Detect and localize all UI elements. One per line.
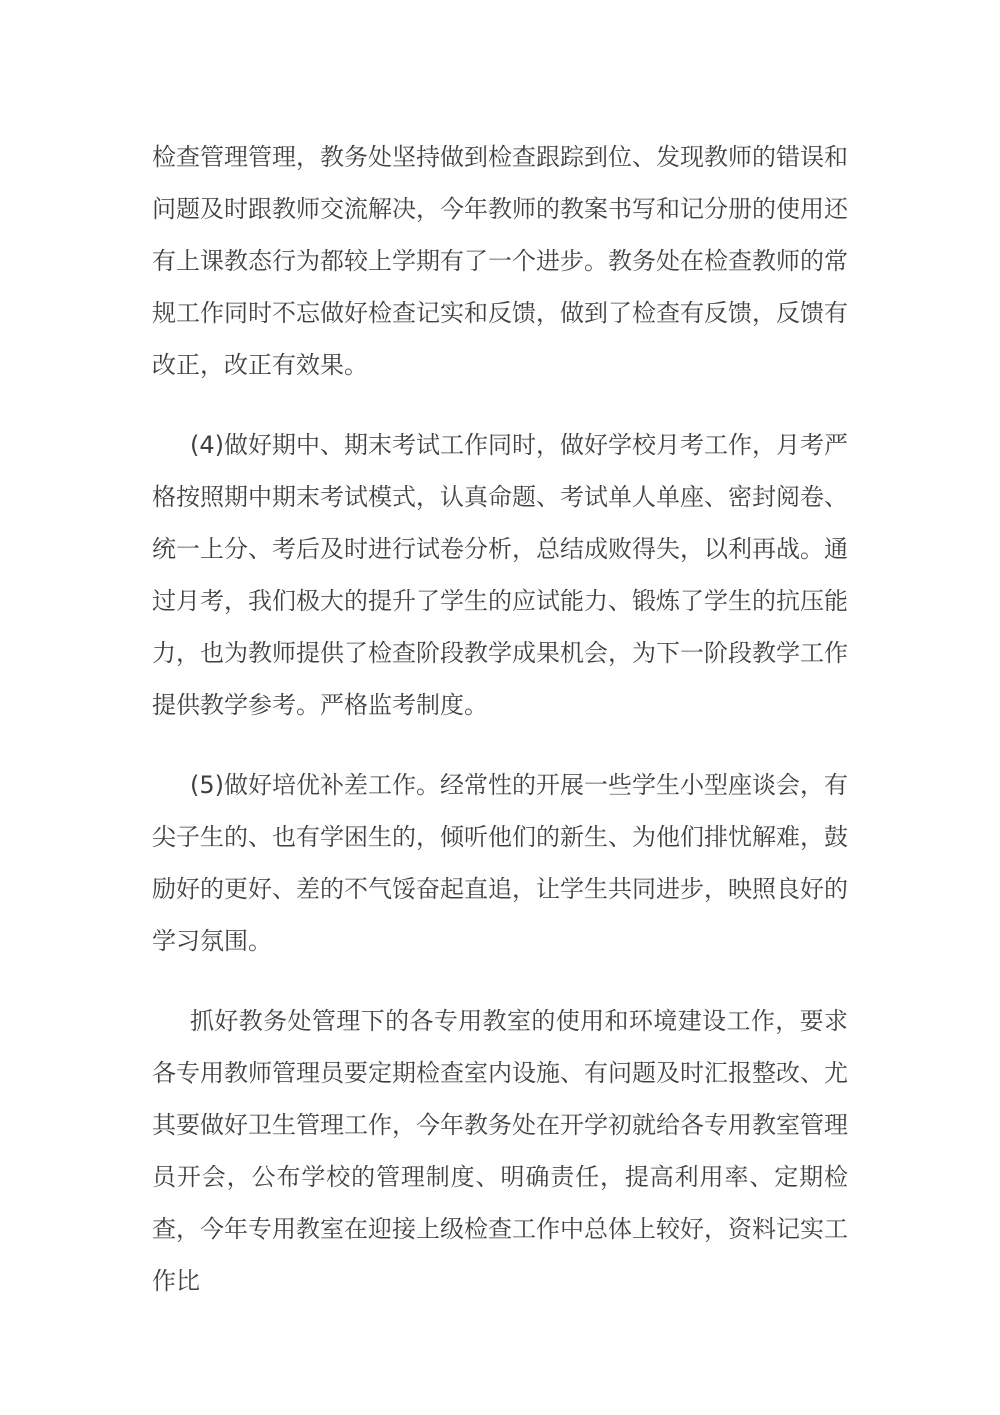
paragraph: (4)做好期中、期末考试工作同时，做好学校月考工作，月考严格按照期中期末考试模式，认真命题、考试单人单座、密封阅卷、统一上分、考后及时进行试卷分析，总结成败得失，以利再战。通过月考，我们极大的提升了学生的应试能力、锻炼了学生的抗压能力，也为教师提供了检查阶段教学成果机会，为下一阶段教学工作提供教学参考。严格监考制度。	[152, 431, 848, 719]
document-body	[152, 131, 848, 1307]
paragraph: 检查管理管理，教务处坚持做到检查跟踪到位、发现教师的错误和问题及时跟教师交流解决，今年教师的教案书写和记分册的使用还有上课教态行为都较上学期有了一个进步。教务处在检查教师的常规工作同时不忘做好检查记实和反馈，做到了检查有反馈，反馈有改正，改正有效果。	[152, 143, 848, 379]
paragraph: 抓好教务处管理下的各专用教室的使用和环境建设工作，要求各专用教师管理员要定期检查室内设施、有问题及时汇报整改、尤其要做好卫生管理工作，今年教务处在开学初就给各专用教室管理员开会，公布学校的管理制度、明确责任，提高利用率、定期检查，今年专用教室在迎接上级检查工作中总体上较好，资料记实工作比	[152, 1007, 848, 1295]
paragraph: (5)做好培优补差工作。经常性的开展一些学生小型座谈会，有尖子生的、也有学困生的，倾听他们的新生、为他们排忧解难，鼓励好的更好、差的不气馁奋起直追，让学生共同进步，映照良好的学习氛围。	[152, 771, 848, 955]
